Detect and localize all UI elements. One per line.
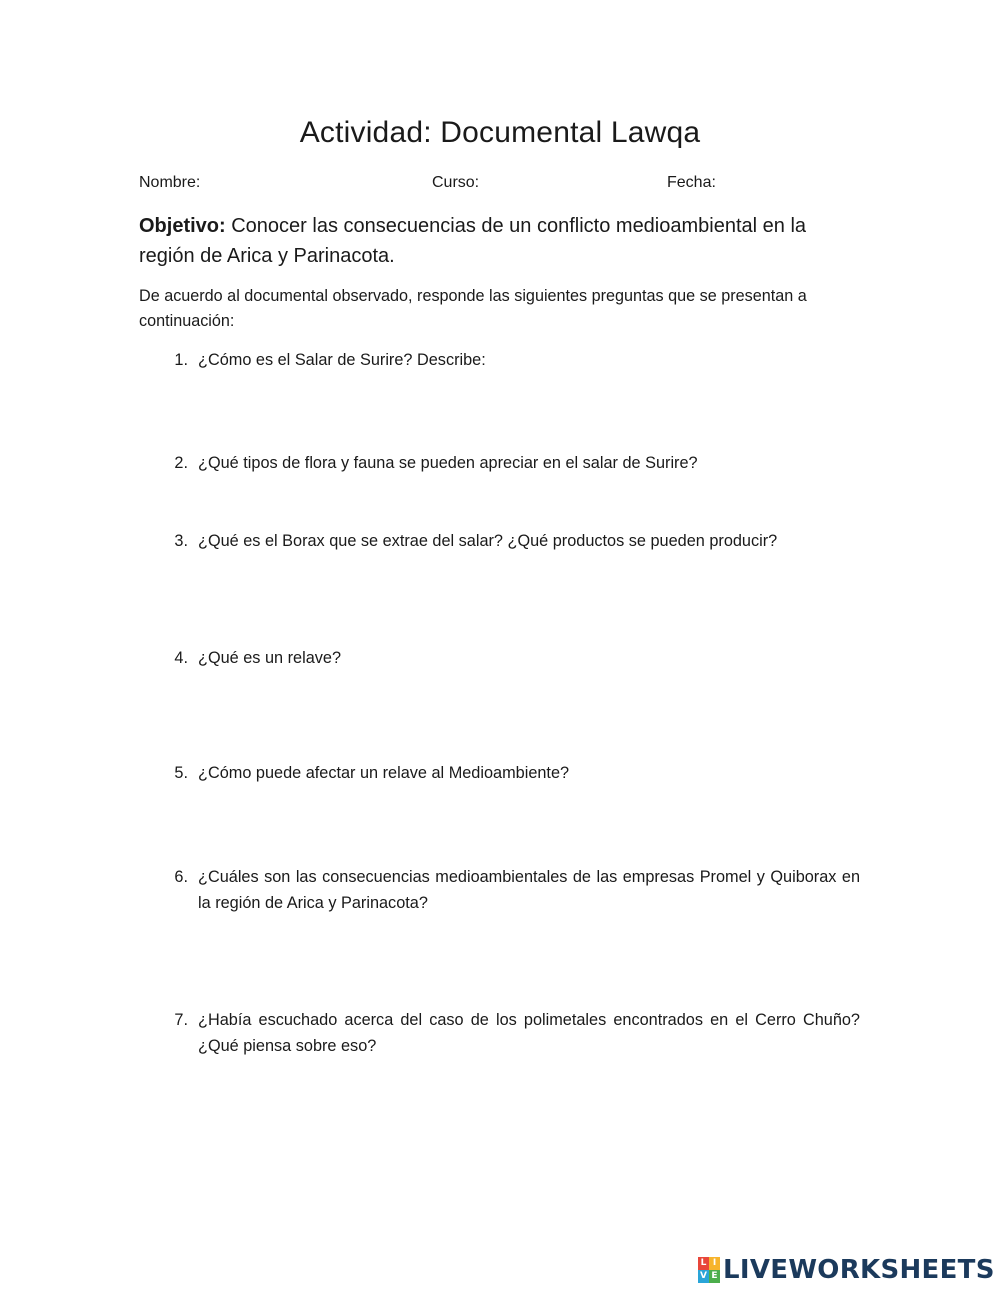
question-item <box>160 347 860 373</box>
question-number: 3. <box>174 532 188 550</box>
logo-letter-e: E <box>709 1270 720 1283</box>
question-number: 2. <box>174 454 188 472</box>
question-item <box>160 450 860 476</box>
question-number: 6. <box>174 868 188 886</box>
liveworksheets-logo <box>698 1253 995 1287</box>
liveworksheets-logo-text: LIVEWORKSHEETS <box>723 1255 995 1285</box>
nombre-label: Nombre: <box>139 174 201 191</box>
question-text: ¿Cuáles son las consecuencias medioambientales de las empresas Promel y Quiborax en la región de Arica y Parinacota? <box>198 868 860 912</box>
question-text: ¿Cómo es el Salar de Surire? Describe: <box>198 351 486 369</box>
question-number: 5. <box>174 764 188 782</box>
question-number: 4. <box>174 649 188 667</box>
question-text: ¿Cómo puede afectar un relave al Medioambiente? <box>198 764 570 782</box>
question-item <box>160 1007 860 1059</box>
logo-letter-i: I <box>709 1257 720 1270</box>
curso-label: Curso: <box>432 174 480 191</box>
page-title: Actividad: Documental Lawqa <box>299 116 701 149</box>
liveworksheets-logo-icon <box>698 1257 720 1283</box>
objective <box>139 211 859 271</box>
objective-text: Conocer las consecuencias de un conflicto medioambiental en la región de Arica y Parinacota. <box>139 215 807 267</box>
question-text: ¿Había escuchado acerca del caso de los polimetales encontrados en el Cerro Chuño? ¿Qué piensa sobre eso? <box>198 1011 860 1055</box>
question-text: ¿Qué tipos de flora y fauna se pueden apreciar en el salar de Surire? <box>198 454 698 472</box>
question-text: ¿Qué es un relave? <box>198 649 341 667</box>
question-number: 1. <box>174 351 188 369</box>
question-number: 7. <box>174 1011 188 1029</box>
question-item <box>160 760 860 786</box>
question-item <box>160 645 860 671</box>
question-item <box>160 864 860 916</box>
question-item <box>160 528 860 554</box>
instructions: De acuerdo al documental observado, responde las siguientes preguntas que se presentan a continuación: <box>139 287 807 330</box>
objective-label: Objetivo: <box>139 215 226 237</box>
fecha-label: Fecha: <box>667 174 716 191</box>
question-text: ¿Qué es el Borax que se extrae del salar? ¿Qué productos se pueden producir? <box>198 532 778 550</box>
logo-letter-v: V <box>698 1270 709 1283</box>
logo-letter-l: L <box>698 1257 709 1270</box>
